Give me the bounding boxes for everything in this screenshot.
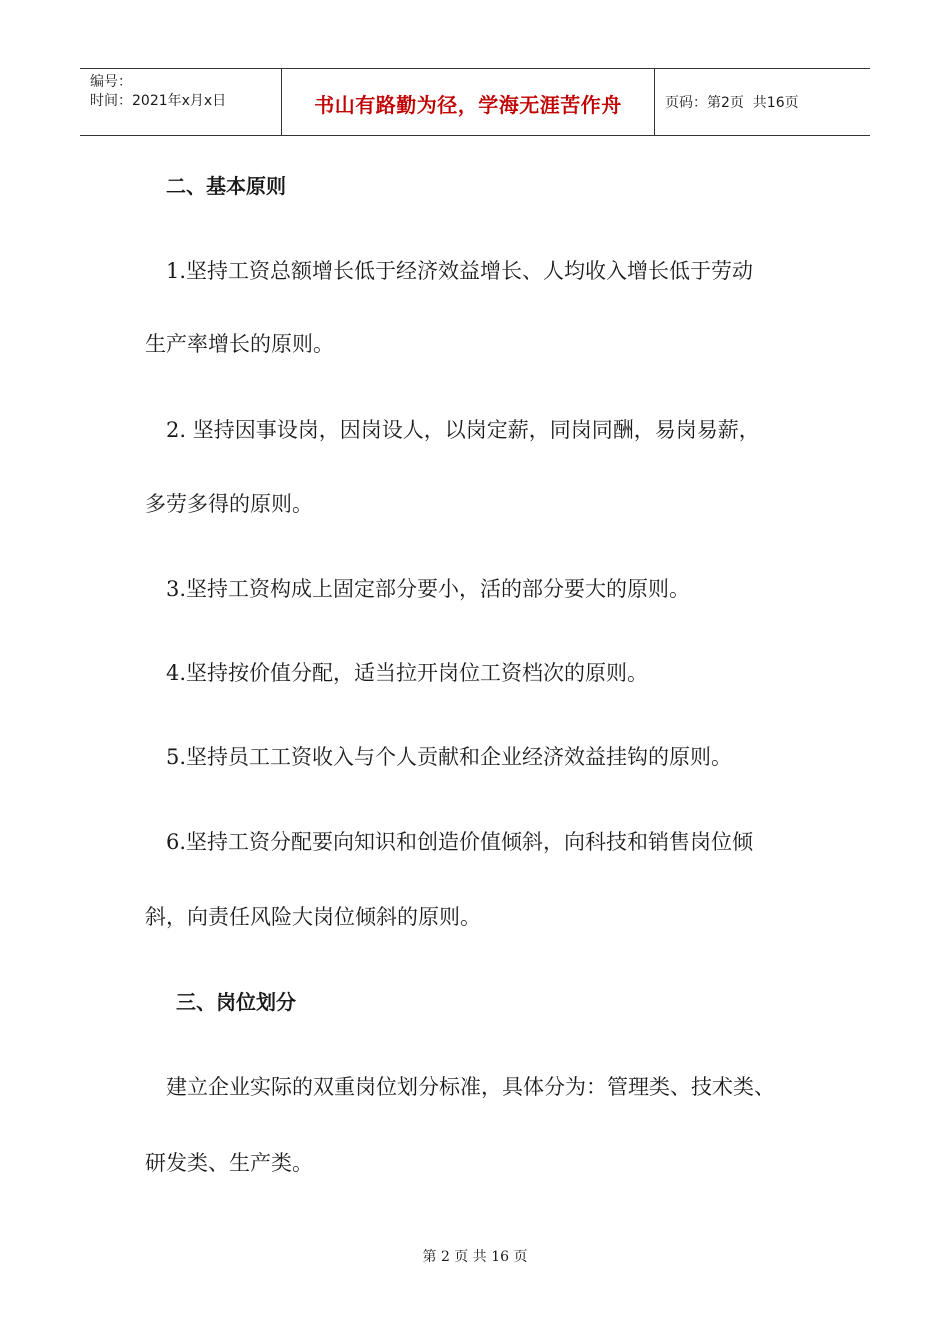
page-footer: 第 2 页 共 16 页	[422, 1249, 528, 1265]
header-page-info: 页码：第2页 共16页	[665, 95, 799, 111]
paragraph-line: 3.坚持工资构成上固定部分要小，活的部分要大的原则。	[166, 577, 691, 601]
header-meta	[80, 69, 282, 135]
paragraph-line: 多劳多得的原则。	[145, 492, 313, 516]
paragraph-line: 1.坚持工资总额增长低于经济效益增长、人均收入增长低于劳动	[166, 259, 754, 283]
header-motto-cell	[282, 69, 655, 135]
paragraph-line: 研发类、生产类。	[145, 1151, 313, 1175]
section-heading-basic-principles: 二、基本原则	[166, 174, 286, 198]
document-time: 时间：2021年x月x日	[90, 93, 227, 109]
paragraph-line: 4.坚持按价值分配，适当拉开岗位工资档次的原则。	[166, 661, 649, 685]
paragraph-line: 2. 坚持因事设岗，因岗设人，以岗定薪，同岗同酬，易岗易薪，	[166, 418, 760, 442]
section-heading-position-division: 三、岗位划分	[176, 990, 296, 1014]
paragraph-line: 5.坚持员工工资收入与个人贡献和企业经济效益挂钩的原则。	[166, 745, 733, 769]
paragraph-line: 建立企业实际的双重岗位划分标准，具体分为：管理类、技术类、	[166, 1075, 775, 1099]
header-motto: 书山有路勤为径，学海无涯苦作舟	[314, 92, 622, 117]
page-header	[80, 68, 870, 136]
paragraph-line: 斜，向责任风险大岗位倾斜的原则。	[145, 905, 481, 929]
paragraph-line: 6.坚持工资分配要向知识和创造价值倾斜，向科技和销售岗位倾	[166, 830, 754, 854]
document-number-label: 编号：	[90, 74, 132, 90]
paragraph-line: 生产率增长的原则。	[145, 332, 334, 356]
